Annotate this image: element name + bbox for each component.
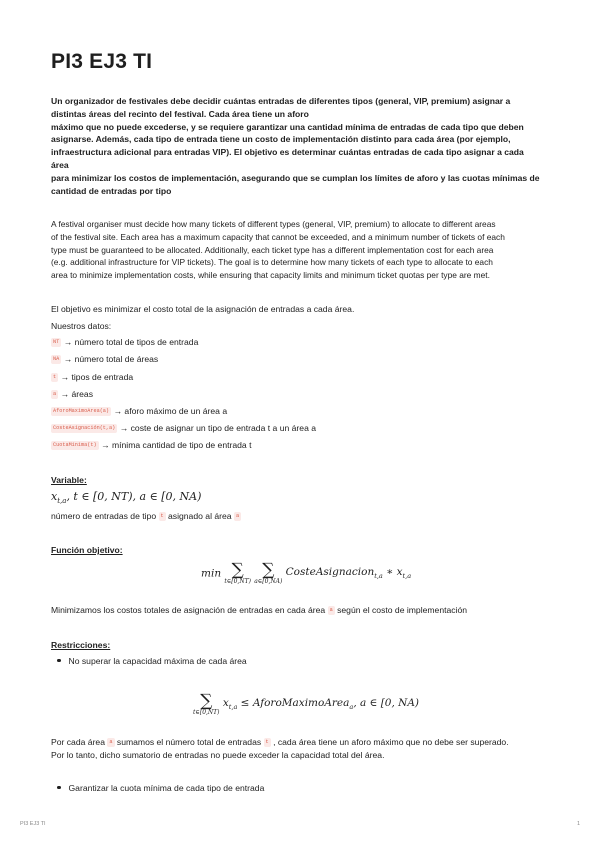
statement-line: para minimizar los costos de implementación, asegurando que se cumplan los límites de aforo y las cuotas mínimas de [51,172,540,183]
problem-statement-en [51,218,549,282]
statement-line: of the festival site. Each area has a maximum capacity that cannot be exceeded, and a minimum number of tickets of each [51,231,505,242]
statement-line: Un organizador de festivales debe decidir cuántas entradas de diferentes tipos (general, VIP, premium) asignar a [51,96,511,106]
statement-line: cantidad de entradas por tipo [51,185,172,196]
code-chip: a [109,739,113,746]
x-subscript: t,a [402,572,412,581]
definition-item [51,423,316,433]
code-chip: a [53,391,57,398]
objective-formula [201,562,411,585]
sum-subscript: a∈[0,NA) [254,578,283,585]
statement-line: A festival organiser must decide how many tickets of different types (general, VIP, premium) to allocate to different areas [51,219,496,229]
objective-description [51,604,467,616]
desc-text: , cada área tiene un aforo máximo que no debe ser superado. [273,737,509,747]
objective-heading: Función objetivo: [51,545,123,555]
term-subscript: t,a [374,572,383,581]
desc-text: según el costo de implementación [337,605,468,615]
formula-symbol: x [222,697,229,710]
page-title: PI3 EJ3 TI [51,50,153,73]
statement-line: type must be guaranteed to be allocated. Additionally, each ticket type has a different implementation cost for each area [51,244,494,255]
sum-subscript: t∈[0,NT) [193,709,220,716]
code-chip: CuotaMinima(t) [53,442,97,449]
variable-formula [51,490,201,505]
statement-line: area to minimize implementation costs, while ensuring that capacity limits and minimum ticket quotas per type are met. [51,270,490,281]
code-chip: CosteAsignación(t,a) [53,425,116,432]
bullet-item: Garantizar la cuota mínima de cada tipo de entrada [57,783,264,793]
definition-item [51,440,251,450]
capacity-term: ≤ AforoMaximoArea [237,697,350,710]
problem-statement-es [51,95,549,197]
definition-text: → coste de asignar un tipo de entrada t a un área a [119,423,317,433]
definition-item [51,406,227,416]
code-chip: a [235,513,240,520]
code-chip: a [329,607,333,614]
desc-text: sumamos el número total de entradas [116,737,262,747]
definition-text: → aforo máximo de un área a [113,406,228,416]
area-subscript: a [349,703,354,712]
restrictions-heading: Restricciones: [51,640,111,650]
code-chip: t [53,374,57,381]
formula-domain: , a ∈ [0, NA) [353,697,420,710]
definition-text: → mínima cantidad de tipo de entrada t [100,440,252,450]
statement-line: distintas áreas del recinto del festival. Cada área tiene un aforo [51,108,309,119]
formula-domain: , t ∈ [0, NT), a ∈ [0, NA) [66,490,202,503]
statement-line: infraestructura adicional para entradas VIP). El objetivo es determinar cuántas entradas de cada tipo asignar a cada [51,147,524,158]
sum-operator: ∑ t∈[0,NT) [224,560,251,585]
code-chip: NT [53,339,60,346]
code-chip: t [265,739,269,746]
variable-heading: Variable: [51,475,87,485]
formula-symbol: x [51,490,58,503]
sum-operator: ∑ t∈[0,NT) [193,691,220,716]
desc-text: número de entradas de tipo [51,511,157,521]
formula-subscript: t,a [57,497,67,506]
definition-text: → número total de tipos de entrada [63,337,199,347]
capacity-constraint [193,693,419,716]
min-operator: min [201,567,222,580]
statement-line: área [51,159,69,170]
statement-line: (e.g. additional infrastructure for VIP tickets). The goal is to determine how many tickets of each type to allocate to each [51,257,493,268]
footer-title: PI3 EJ3 TI [20,821,46,827]
sum-operator: ∑ a∈[0,NA) [254,560,283,585]
desc-text: Minimizamos los costos totales de asignación de entradas en cada área [51,605,326,615]
statement-line: asignarse. Además, cada tipo de entrada tiene un costo de implementación distinto para cada área (por ejemplo, [51,134,511,145]
code-chip: t [160,513,164,520]
x-subscript: t,a [228,703,238,712]
variable-description [51,510,241,522]
definition-item [51,389,93,399]
times-operator: ∗ x [382,566,403,579]
constraint-explanation [51,736,509,748]
definition-item [51,372,133,382]
code-chip: AforoMaximoArea(a) [53,408,110,415]
definition-text: → tipos de entrada [60,372,134,382]
statement-line: máximo que no puede excederse, y se requiere garantizar una cantidad mínima de entradas de cada tipo que deben [51,121,524,132]
sum-subscript: t∈[0,NT) [224,578,251,585]
data-intro: Nuestros datos: [51,321,112,331]
definition-item [51,337,198,347]
page-number: 1 [577,821,581,827]
definition-item [51,354,158,364]
code-chip: NA [53,356,60,363]
desc-text: asignado al área [168,511,232,521]
definition-text: → número total de áreas [63,354,159,364]
desc-text: Por cada área [51,737,105,747]
constraint-explanation-2: Por lo tanto, dicho sumatorio de entradas no puede exceder la capacidad total del área. [51,750,385,760]
bullet-item: No superar la capacidad máxima de cada área [57,656,247,666]
objective-intro: El objetivo es minimizar el costo total de la asignación de entradas a cada área. [51,304,355,314]
cost-term: CosteAsignacion [285,566,375,579]
definition-text: → áreas [60,389,93,399]
